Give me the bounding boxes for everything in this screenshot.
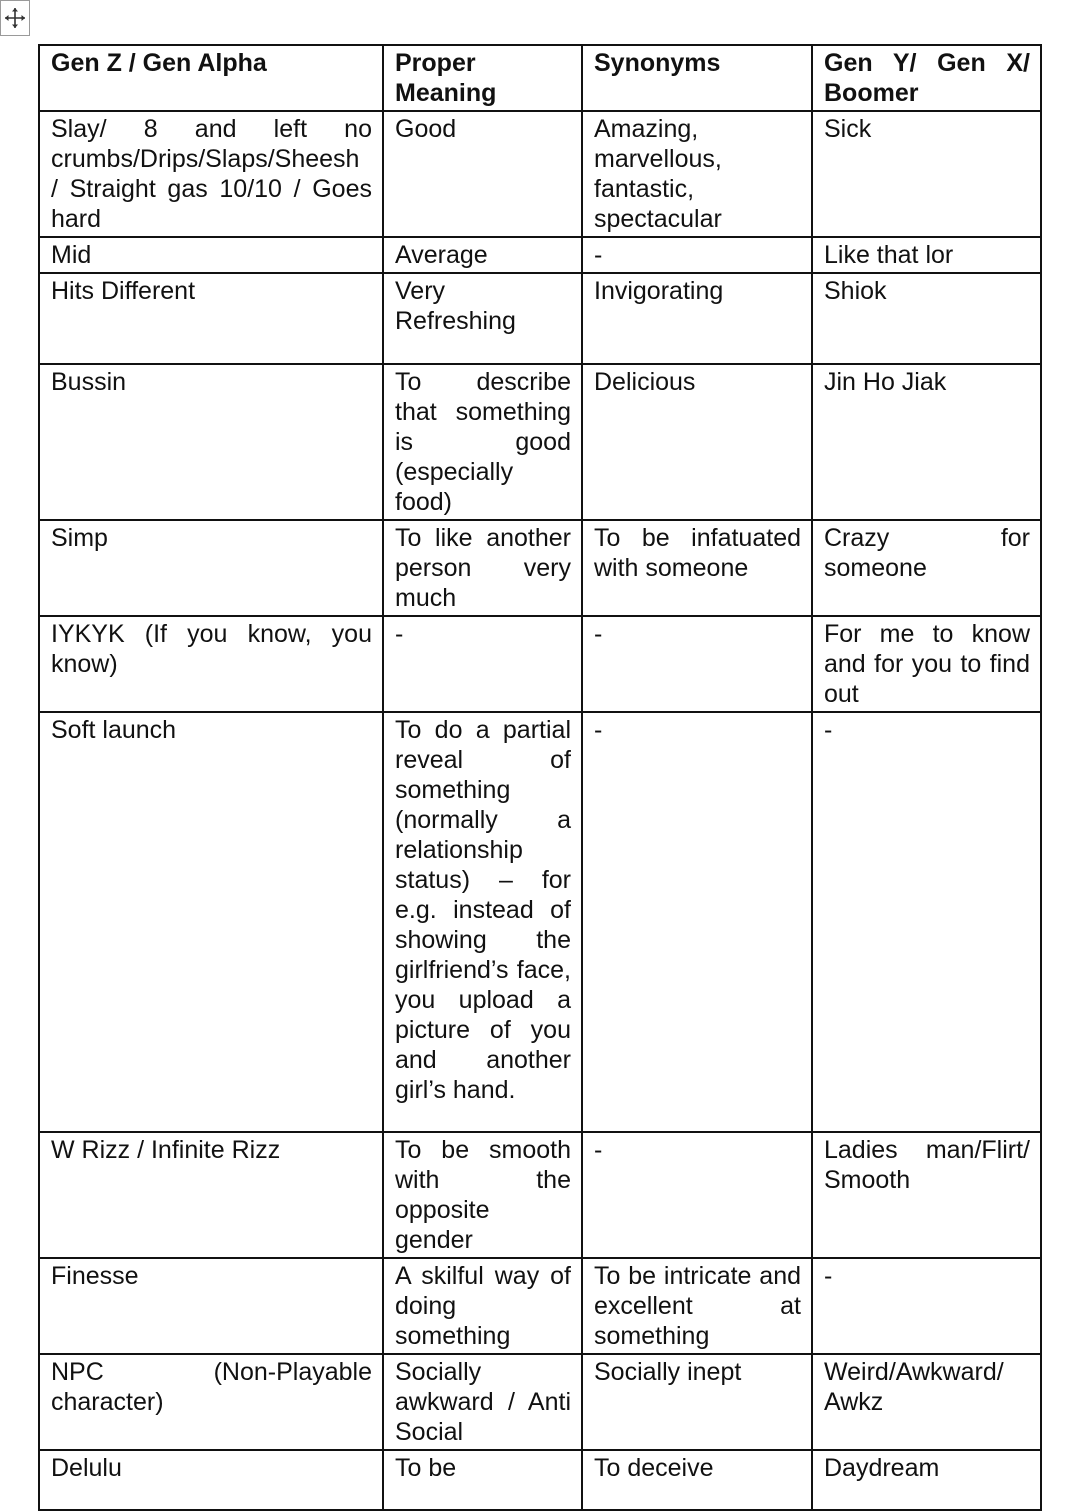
cell-synonyms: - xyxy=(582,237,812,273)
cell-gen-z: Simp xyxy=(39,520,383,616)
cell-gen-y: Daydream xyxy=(812,1450,1041,1510)
move-arrows-icon xyxy=(3,6,27,30)
cell-synonyms: Invigorating xyxy=(582,273,812,364)
cell-gen-z: Slay/ 8 and left no crumbs/Drips/Slaps/Sheesh / Straight gas 10/10 / Goes hard xyxy=(39,111,383,237)
header-synonyms: Synonyms xyxy=(582,45,812,111)
cell-meaning: Socially awkward / Anti Social xyxy=(383,1354,582,1450)
table-row xyxy=(39,616,1041,712)
cell-synonyms: - xyxy=(582,712,812,1132)
cell-gen-y: Crazy for someone xyxy=(812,520,1041,616)
cell-meaning: To like another person very much xyxy=(383,520,582,616)
cell-synonyms: To deceive xyxy=(582,1450,812,1510)
cell-gen-z: IYKYK (If you know, you know) xyxy=(39,616,383,712)
cell-gen-y: - xyxy=(812,1258,1041,1354)
cell-meaning: To describe that something is good (especially food) xyxy=(383,364,582,520)
cell-gen-z: Soft launch xyxy=(39,712,383,1132)
header-gen-y: Gen Y/ Gen X/ Boomer xyxy=(812,45,1041,111)
cell-gen-z: Finesse xyxy=(39,1258,383,1354)
header-proper-meaning: Proper Meaning xyxy=(383,45,582,111)
cell-synonyms: - xyxy=(582,1132,812,1258)
cell-synonyms: To be intricate and excellent at something xyxy=(582,1258,812,1354)
cell-gen-z: NPC (Non-Playable character) xyxy=(39,1354,383,1450)
cell-synonyms: - xyxy=(582,616,812,712)
cell-gen-z: Hits Different xyxy=(39,273,383,364)
cell-synonyms: Amazing, marvellous, fantastic, spectacular xyxy=(582,111,812,237)
table-row xyxy=(39,520,1041,616)
cell-gen-y: Weird/Awkward/ Awkz xyxy=(812,1354,1041,1450)
cell-gen-z: Mid xyxy=(39,237,383,273)
cell-gen-y: Ladies man/Flirt/ Smooth xyxy=(812,1132,1041,1258)
cell-meaning: To be xyxy=(383,1450,582,1510)
cell-gen-z: W Rizz / Infinite Rizz xyxy=(39,1132,383,1258)
table-header-row xyxy=(39,45,1041,111)
cell-gen-y: Sick xyxy=(812,111,1041,237)
cell-gen-z: Bussin xyxy=(39,364,383,520)
table-row xyxy=(39,111,1041,237)
cell-gen-y: Jin Ho Jiak xyxy=(812,364,1041,520)
cell-meaning: Very Refreshing xyxy=(383,273,582,364)
cell-gen-y: Shiok xyxy=(812,273,1041,364)
cell-meaning: Average xyxy=(383,237,582,273)
table-move-handle[interactable] xyxy=(0,0,30,36)
table-row xyxy=(39,237,1041,273)
table-row xyxy=(39,712,1041,1132)
cell-gen-y: For me to know and for you to find out xyxy=(812,616,1041,712)
cell-meaning: To do a partial reveal of something (normally a relationship status) – for e.g. instead of showing the girlfriend’s face, you upload a picture of you and another girl’s hand. xyxy=(383,712,582,1132)
table-row xyxy=(39,273,1041,364)
cell-gen-y: - xyxy=(812,712,1041,1132)
table-row xyxy=(39,1354,1041,1450)
table-row xyxy=(39,1258,1041,1354)
table-row xyxy=(39,364,1041,520)
header-gen-z: Gen Z / Gen Alpha xyxy=(39,45,383,111)
cell-meaning: - xyxy=(383,616,582,712)
cell-gen-y: Like that lor xyxy=(812,237,1041,273)
cell-meaning: A skilful way of doing something xyxy=(383,1258,582,1354)
cell-synonyms: To be infatuated with someone xyxy=(582,520,812,616)
table-row xyxy=(39,1132,1041,1258)
cell-synonyms: Socially inept xyxy=(582,1354,812,1450)
cell-synonyms: Delicious xyxy=(582,364,812,520)
cell-gen-z: Delulu xyxy=(39,1450,383,1510)
cell-meaning: Good xyxy=(383,111,582,237)
cell-meaning: To be smooth with the opposite gender xyxy=(383,1132,582,1258)
slang-table xyxy=(38,44,1042,1511)
table-row xyxy=(39,1450,1041,1510)
